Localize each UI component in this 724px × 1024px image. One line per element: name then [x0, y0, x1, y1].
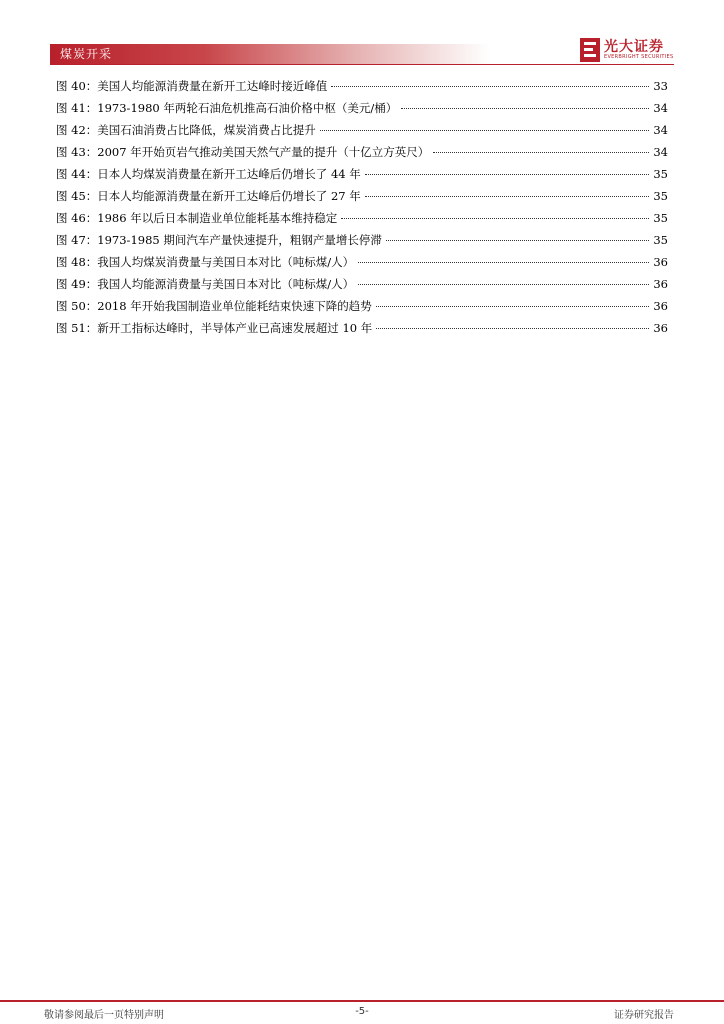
- toc-dot-leader: [365, 196, 650, 197]
- toc-entry-label: 图 41：1973-1980 年两轮石油危机推高石油价格中枢（美元/桶）: [56, 101, 398, 115]
- toc-dot-leader: [331, 86, 649, 87]
- toc-entry-label: 图 51：新开工指标达峰时，半导体产业已高速发展超过 10 年: [56, 321, 373, 335]
- toc-dot-leader: [320, 130, 650, 131]
- footer-divider: [0, 1000, 724, 1002]
- toc-entry-label: 图 49：我国人均能源消费量与美国日本对比（吨标煤/人）: [56, 277, 355, 291]
- logo-mark-icon: [580, 38, 600, 62]
- toc-entry-page: 34: [653, 145, 668, 159]
- toc-entry-page: 34: [653, 123, 668, 137]
- toc-dot-leader: [358, 284, 649, 285]
- logo-text-en: EVERBRIGHT SECURITIES: [604, 54, 674, 60]
- toc-entry-label: 图 50：2018 年开始我国制造业单位能耗结束快速下降的趋势: [56, 299, 372, 313]
- toc-entry-label: 图 46：1986 年以后日本制造业单位能耗基本维持稳定: [56, 211, 338, 225]
- toc-entry-page: 36: [653, 321, 668, 335]
- toc-entry-label: 图 43：2007 年开始页岩气推动美国天然气产量的提升（十亿立方英尺）: [56, 145, 430, 159]
- toc-entry-label: 图 40：美国人均能源消费量在新开工达峰时接近峰值: [56, 79, 328, 93]
- toc-entry[interactable]: [56, 144, 668, 166]
- toc-entry-page: 33: [653, 79, 668, 93]
- figure-index-list: [56, 78, 668, 342]
- toc-dot-leader: [386, 240, 649, 241]
- toc-entry-page: 36: [653, 255, 668, 269]
- footer-disclaimer: 敬请参阅最后一页特别声明: [44, 1010, 164, 1021]
- toc-entry[interactable]: [56, 232, 668, 254]
- toc-entry-page: 35: [653, 233, 668, 247]
- toc-entry[interactable]: [56, 254, 668, 276]
- toc-entry[interactable]: [56, 188, 668, 210]
- toc-entry[interactable]: [56, 320, 668, 342]
- toc-entry[interactable]: [56, 210, 668, 232]
- toc-entry[interactable]: [56, 100, 668, 122]
- toc-entry-page: 36: [653, 277, 668, 291]
- toc-dot-leader: [341, 218, 649, 219]
- toc-entry[interactable]: [56, 78, 668, 100]
- toc-entry-label: 图 44：日本人均煤炭消费量在新开工达峰后仍增长了 44 年: [56, 167, 361, 181]
- company-logo: [580, 36, 680, 64]
- toc-dot-leader: [358, 262, 649, 263]
- toc-entry-label: 图 45：日本人均能源消费量在新开工达峰后仍增长了 27 年: [56, 189, 361, 203]
- logo-text-cn: 光大证券: [604, 39, 664, 55]
- toc-dot-leader: [365, 174, 650, 175]
- toc-dot-leader: [401, 108, 649, 109]
- header-band: [50, 44, 490, 64]
- toc-entry[interactable]: [56, 166, 668, 188]
- toc-entry-label: 图 48：我国人均煤炭消费量与美国日本对比（吨标煤/人）: [56, 255, 355, 269]
- page-number: -5-: [355, 1006, 369, 1017]
- toc-dot-leader: [376, 328, 649, 329]
- toc-entry-page: 35: [653, 211, 668, 225]
- toc-entry-label: 图 47：1973-1985 期间汽车产量快速提升，粗钢产量增长停滞: [56, 233, 382, 247]
- section-title: 煤炭开采: [60, 47, 113, 61]
- toc-entry[interactable]: [56, 276, 668, 298]
- toc-entry-page: 35: [653, 167, 668, 181]
- report-type: 证券研究报告: [614, 1010, 674, 1021]
- header-divider: [50, 64, 674, 65]
- toc-dot-leader: [433, 152, 649, 153]
- toc-entry-page: 35: [653, 189, 668, 203]
- toc-dot-leader: [376, 306, 650, 307]
- toc-entry-page: 36: [653, 299, 668, 313]
- toc-entry-page: 34: [653, 101, 668, 115]
- toc-entry-label: 图 42：美国石油消费占比降低，煤炭消费占比提升: [56, 123, 316, 137]
- toc-entry[interactable]: [56, 298, 668, 320]
- toc-entry[interactable]: [56, 122, 668, 144]
